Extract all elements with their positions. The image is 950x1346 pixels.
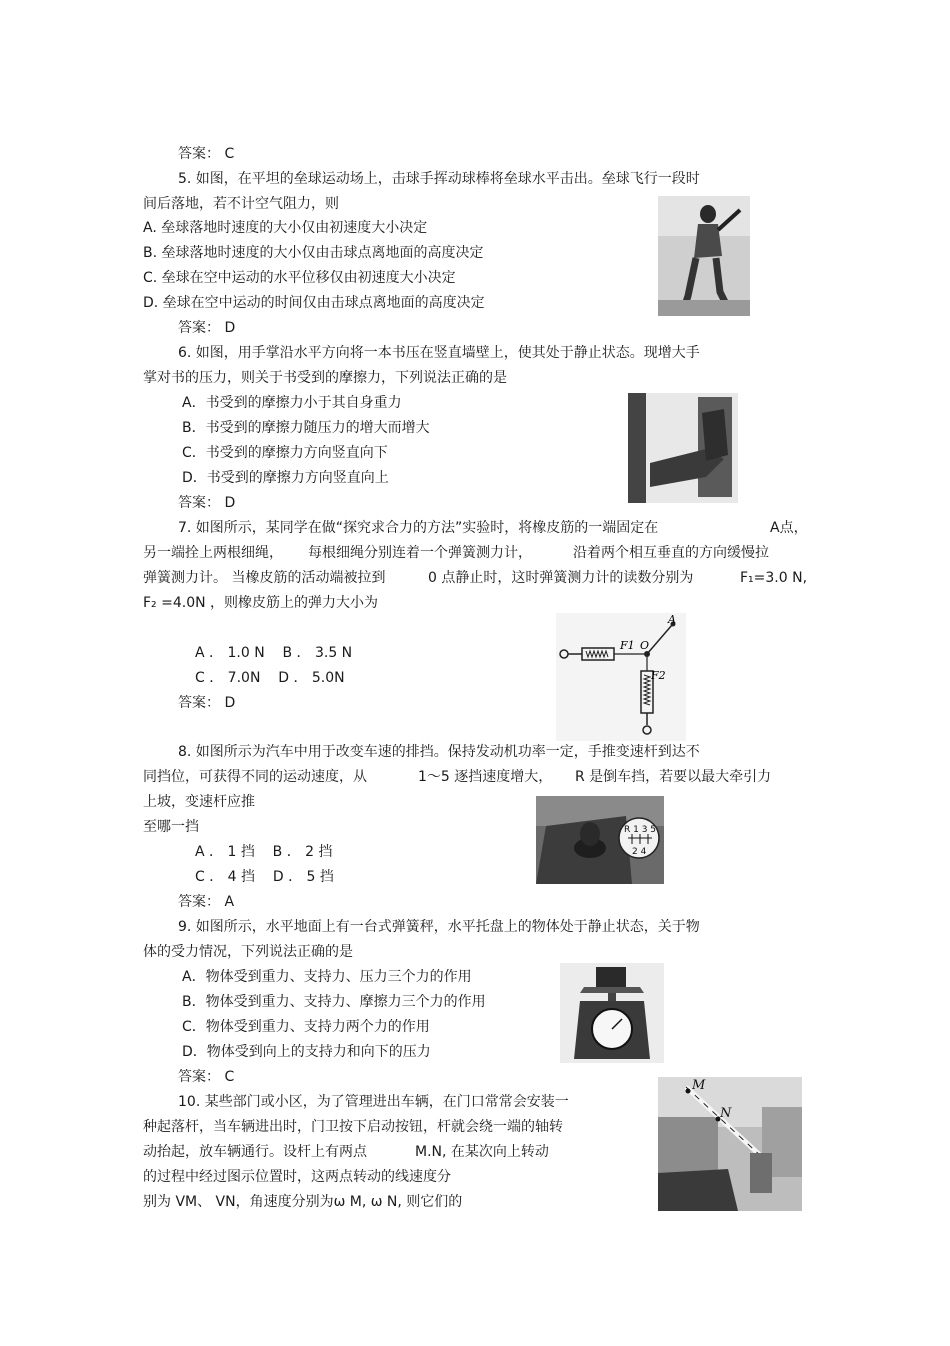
q8-stem-line2b: 1～5 逐挡速度增大， (418, 769, 553, 785)
label-n: N (720, 1106, 732, 1121)
ring-bottom-icon (643, 726, 651, 734)
q7-stem-line3b: 0 点静止时，这时弹簧测力计的读数分别为 (428, 570, 694, 586)
q9-option-a: A．物体受到重力、支持力、压力三个力的作用 (182, 969, 472, 985)
label-o: O (640, 639, 650, 652)
q7-stem-line1a: 7. 如图所示，某同学在做“探究求合力的方法”实验时，将橡皮筋的一端固定在 (178, 520, 659, 536)
q10-barrier-photo (658, 1077, 802, 1211)
q5-option-a: A. 垒球落地时速度的大小仅由初速度大小决定 (143, 220, 428, 236)
answer-q5: 答案： D (178, 320, 236, 336)
q9-scale-photo (560, 963, 664, 1063)
q8-stem-line2c: R 是倒车挡，若要以最大牵引力 (575, 769, 772, 785)
answer-q9: 答案： C (178, 1069, 235, 1085)
q6-option-a: A．书受到的摩擦力小于其自身重力 (182, 395, 402, 411)
q6-stem-line2: 掌对书的压力，则关于书受到的摩擦力，下列说法正确的是 (143, 370, 507, 386)
answer-q4: 答案： C (178, 146, 235, 162)
q10-stem-line5: 别为 VM、 VN，角速度分别为ω M, ω N, 则它们的 (143, 1194, 463, 1210)
q6-stem-line1: 6. 如图，用手掌沿水平方向将一本书压在竖直墙壁上，使其处于静止状态。现增大手 (178, 345, 700, 361)
q7-options-ab: A ． 1.0 N B ． 3.5 N (195, 645, 353, 661)
q8-options-cd: C ． 4 挡 D ． 5 挡 (195, 869, 334, 885)
q6-option-c: C．书受到的摩擦力方向竖直向下 (182, 445, 388, 461)
q6-option-b: B．书受到的摩擦力随压力的增大而增大 (182, 420, 430, 436)
ring-left-icon (560, 650, 568, 658)
q7-force-diagram (556, 613, 686, 741)
q5-batter-photo (658, 196, 750, 316)
label-f1: F1 (620, 639, 635, 652)
q7-options-cd: C ． 7.0N D ． 5.0N (195, 670, 345, 686)
q7-stem-line1b: A点， (770, 520, 808, 536)
answer-q7: 答案： D (178, 695, 236, 711)
q9-stem-line1: 9. 如图所示，水平地面上有一台式弹簧秤，水平托盘上的物体处于静止状态，关于物 (178, 919, 700, 935)
q8-gear-shift-photo (536, 796, 664, 884)
q10-stem-line2: 种起落杆，当车辆进出时，门卫按下启动按钮，杆就会绕一端的轴转 (143, 1119, 563, 1135)
q10-stem-line3a: 动抬起，放车辆通行。设杆上有两点 (143, 1144, 367, 1160)
gear-labels-bottom: 2 4 (632, 847, 647, 857)
q6-option-d: D．书受到的摩擦力方向竖直向上 (182, 470, 389, 486)
q8-stem-line1: 8. 如图所示为汽车中用于改变车速的排挡。保持发动机功率一定，手推变速杆到达不 (178, 744, 700, 760)
answer-q6: 答案： D (178, 495, 236, 511)
q7-stem-line2b: 每根细绳分别连着一个弹簧测力计， (308, 545, 532, 561)
label-m: M (692, 1078, 706, 1093)
q9-option-d: D．物体受到向上的支持力和向下的压力 (182, 1044, 431, 1060)
gear-labels-top: R 1 3 5 (624, 825, 657, 835)
q8-stem-line2a: 同挡位，可获得不同的运动速度，从 (143, 769, 367, 785)
q7-stem-line2a: 另一端拴上两根细绳， (143, 545, 283, 561)
q8-stem-line3: 上坡，变速杆应推 (143, 794, 255, 810)
answer-q8: 答案： A (178, 894, 235, 910)
q10-stem-line1: 10. 某些部门或小区，为了管理进出车辆，在门口常常会安装一 (178, 1094, 569, 1110)
q5-option-b: B. 垒球落地时速度的大小仅由击球点离地面的高度决定 (143, 245, 484, 261)
q8-options-ab: A ． 1 挡 B ． 2 挡 (195, 844, 333, 860)
label-a: A (668, 613, 676, 626)
q10-stem-line4: 的过程中经过图示位置时，这两点转动的线速度分 (143, 1169, 451, 1185)
q7-stem-line4: F₂ =4.0N ，则橡皮筋上的弹力大小为 (143, 595, 379, 611)
q10-stem-line3b: M.N, 在某次向上转动 (415, 1144, 549, 1160)
q6-book-wall-photo (628, 393, 738, 503)
q9-stem-line2: 体的受力情况，下列说法正确的是 (143, 944, 353, 960)
q7-stem-line3a: 弹簧测力计。 当橡皮筋的活动端被拉到 (143, 570, 386, 586)
q5-stem-line2: 间后落地，若不计空气阻力，则 (143, 196, 339, 212)
q5-stem-line1: 5. 如图，在平坦的垒球运动场上，击球手挥动球棒将垒球水平击出。垒球飞行一段时 (178, 171, 700, 187)
q7-stem-line2c: 沿着两个相互垂直的方向缓慢拉 (573, 545, 769, 561)
q5-option-c: C. 垒球在空中运动的水平位移仅由初速度大小决定 (143, 270, 456, 286)
q5-option-d: D. 垒球在空中运动的时间仅由击球点离地面的高度决定 (143, 295, 485, 311)
q7-stem-line3c: F₁=3.0 N, (740, 570, 808, 586)
q9-option-c: C．物体受到重力、支持力两个力的作用 (182, 1019, 430, 1035)
q9-option-b: B．物体受到重力、支持力、摩擦力三个力的作用 (182, 994, 486, 1010)
q8-stem-line4: 至哪一挡 (143, 819, 199, 835)
label-f2: F2 (651, 669, 666, 682)
